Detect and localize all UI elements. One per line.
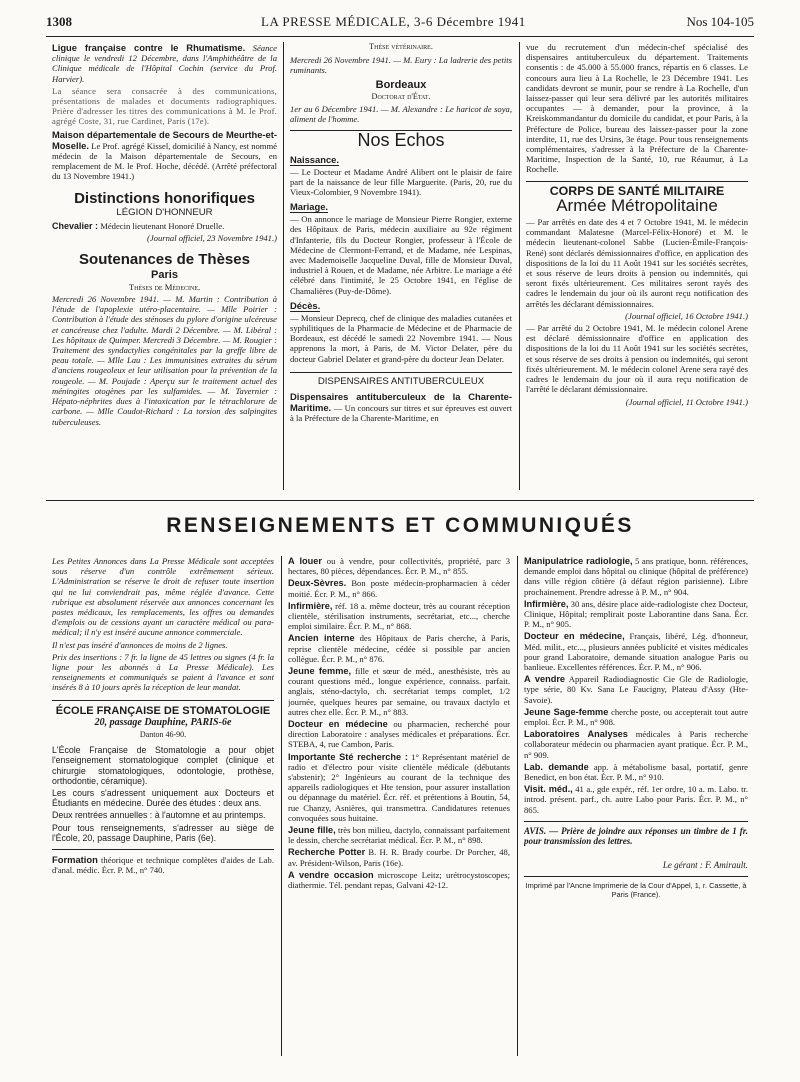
bordeaux-title: Bordeaux [375, 78, 427, 91]
classified-ad [288, 719, 510, 750]
classified-ad [288, 825, 510, 845]
armee-source-1: (Journal officiel, 16 Octobre 1941.) [625, 310, 748, 321]
imprimeur: Imprimé par l'Ancne Imprimerie de la Cour d'Appel, 1, r. Cassette, à Paris (France). [525, 881, 747, 900]
classified-ad [524, 556, 748, 597]
lower-column-1 [52, 556, 274, 1066]
column-divider-2 [519, 42, 520, 490]
deces-text: — Monsieur Deprecq, chef de clinique des maladies cutanées et syphilitiques de la Pharmacie de Médecine et de Pharmacie de Bordeaux, est décédé le samedi 22 Novembre 1941. — Nous apprenons la mort, à Paris, de M. Victor Delater, père du docteur Gabriel Delater et grand-père du docteur Jean Delater. [290, 312, 512, 364]
corps-rule [526, 181, 748, 182]
classified-ad [524, 729, 748, 760]
column-2 [290, 42, 512, 492]
classified-ad-heading: Jeune femme, [288, 666, 352, 677]
maison-text: Le Prof. agrégé Kissel, domicilié à Nancy, est nommé médecin de la Maison départementale de Secours, en remplacement de M. le Prof. Hoche, décédé. (Arrêté préfectoral du 13 Novembre 1941.) [52, 140, 277, 182]
classified-ad [524, 784, 748, 815]
issue-number: Nos 104-105 [686, 14, 754, 29]
avis-text: AVIS. — Prière de joindre aux réponses un timbre de 1 fr. pour transmission des lettres. [524, 825, 748, 847]
theses-subtitle: Thèses de Médecine. [128, 281, 201, 292]
classified-ad-heading: Recherche Potter [288, 847, 366, 858]
formation-bold: Formation [52, 854, 98, 866]
classified-ad-heading: A vendre occasion [288, 869, 374, 880]
chevalier-source: (Journal officiel, 23 Novembre 1941.) [147, 233, 277, 244]
dispensaires-text: — Un concours sur titres et sur épreuves est ouvert à la Préfecture de la Charente-Maritime, en [290, 403, 512, 424]
classified-ad-text: ou à vendre, pour collectivités, propriété, parc 3 hectares, 80 pièces, dépendances. Écr. P. M., n° 855. [288, 556, 510, 577]
classified-ad-heading: Infirmière, [524, 598, 569, 609]
distinctions-title: Distinctions honorifiques [74, 189, 255, 207]
classified-ad-heading: Manipulatrice radiologie, [524, 556, 633, 566]
ecole-rule [52, 700, 274, 701]
classified-ad [288, 578, 510, 598]
deces-label: Décès. [290, 299, 321, 311]
doctorat-text: 1er au 6 Décembre 1941. — M. Alexandre : Le haricot de soya, aliment de l'homme. [290, 104, 512, 125]
classified-ad-text: cherche poste, ou accepterait tout autre emploi. Écr. P. M., n° 908. [524, 706, 748, 728]
classified-ad-text: 5 ans pratique, bonn. références, demande emploi dans hôpital ou clinique (hôpital de préférence) dans ville région côtière (à défaut région parisienne). Libre prochainement. Prendre adresse à P. M., n° 904. [524, 556, 748, 597]
classified-ad [288, 601, 510, 632]
classified-ad-heading: Laboratoires Analyses [524, 729, 628, 740]
classified-ad-heading: Importante Sté recherche : [288, 751, 408, 762]
ecole-address: 20, passage Dauphine, PARIS-6e [94, 716, 232, 728]
column-3 [526, 42, 748, 492]
classified-ad-heading: Docteur en médecine, [524, 631, 625, 642]
classified-ad-text: Bon poste médecin-propharmacien à céder moitié. Écr. P. M., n° 866. [288, 578, 510, 599]
classified-ad-text: 1° Représentant matériel de radio et d'électro pour visite clientèle médicale (débutants s'abstenir); 2° Ingénieurs au courant de la technique des appareils radiologiques et Hte tension, pour assurer installation ou dépannage du matériel. Écr. réf. et prétentions à Boutin, 54, rue Chanzy, Asnières, qui transmettra. Candidatures retenues convoquées sous huitaine. [288, 751, 510, 823]
naissance-label: Naissance. [290, 153, 339, 165]
ecole-text-3: Deux rentrées annuelles : à l'automne et au printemps. [52, 810, 266, 821]
ecole-title: ÉCOLE FRANÇAISE DE STOMATOLOGIE [55, 704, 271, 717]
classified-ad-text: Français, libéré, Lég. d'honneur, Méd. milit., etc..., plusieurs années publicité et visites médicales pour grand Laboratoire, demande situation analogue Paris ou banlieue. Excellentes références. Écr. P. M., n° 906. [524, 631, 748, 673]
dispensaires-title: DISPENSAIRES ANTITUBERCULEUX [317, 375, 485, 387]
classified-ad [524, 674, 748, 705]
classified-ad [288, 633, 510, 664]
journal-title: LA PRESSE MÉDICALE, 3-6 Décembre 1941 [261, 14, 526, 29]
classified-ad-heading: Ancien interne [288, 633, 355, 644]
classified-ad-heading: Lab. demande [524, 761, 589, 772]
ecole-text-2: Les cours s'adressent uniquement aux Docteurs et Étudiants en médecine. Durée des études : deux ans. [52, 788, 274, 809]
dispensaires-continued: vue du recrutement d'un médecin-chef spécialisé des dispensaires antituberculeux du département. Traitements consentis : de 45.000 à 55.000 francs, répartis en 6 classes. Le concours aura lieu à La Rochelle, le 23 Décembre 1941. Les candidats devront se munir, pour se rendre à La Rochelle, d'un laissez-passer qui leur sera délivré par les autorités militaires occupantes — à demander, pour la province, à la Kreiskommandantur du domicile du candidat, et pour Paris, à la Préfecture de Police, bureau des laissez-passer pour la zone interdite, 11, rue des Ursins, 3e étage. Pour tous renseignements complémentaires, s'adresser à la Préfecture de la Charente-Maritime, Inspection de la Santé, 10, rue Réaumur, à La Rochelle. [526, 42, 748, 175]
column-divider-1 [283, 42, 284, 490]
ligue-text: Séance clinique le vendredi 12 Décembre, dans l'Amphithéâtre de la Clinique médicale de l'Hôpital Cochin (service du Prof. Harvier). [52, 43, 277, 84]
classified-ad-heading: Deux-Sèvres. [288, 578, 347, 589]
ecole-phone: Danton 46-90. [139, 730, 187, 740]
petites-annonces-intro: Les Petites Annonces dans La Presse Médicale sont acceptées sous réserve d'un contrôle extrêmement sérieux. L'Administration se réserve le droit de refuser toute insertion qui ne lui conviendrait pas, même réglée d'avance. Cette rubrique est absolument réservée aux annonces concernant les postes médicaux, les remplacements, les offres ou demandes d'emplois ou de cessions ayant un caractère médical ou para-médical; il n'y est inséré aucune annonce commerciale. [52, 556, 274, 638]
classified-ad-text: B. H. R. Brady courbe. Dr Porcher, 48, av. Président-Wilson, Paris (16e). [288, 847, 510, 868]
avis-rule [524, 821, 748, 822]
band-rule [46, 500, 754, 501]
classified-ad-text: 41 a., gde expér., réf. 1er ordre, 10 a. m. Labo. tr. introd. présent. parf., ch. autre Labo pour Paris. Écr. P. M., n° 865. [524, 784, 748, 815]
petites-annonces-prices: Prix des insertions : 7 fr. la ligne de 45 lettres ou signes (4 fr. la ligne pour les abonnés à La Presse Médicale). Les renseignements et communiqués se paient à l'avance et sont insérés 8 à 10 jours après la réception de leur mandat. [52, 651, 274, 693]
theses-list: Mercredi 26 Novembre 1941. — M. Martin : Contribution à l'étude de l'apoplexie utéro-placentaire. — Mlle Poirier : Contribution à l'étude des sténoses du pylore d'origine ulcéreuse et cancéreuse chez l'adulte. Mardi 2 Décembre. — M. Libéral : Les hôpitaux de Quimper. Mercredi 3 Décembre. — M. Rougier : Traitement des syndactylies congénitales par la greffe libre de peau totale. — Mlle Lau : Les immunisines extraites du sérum d'anciens rougeoleux et leur utilisation pour la prévention de la rougeole. — M. Poujade : Aperçu sur le traitement actuel des méningites otogènes par les sulfamides. — M. Tavernier : Hépato-néphrites dues à l'intoxication par le tétrachlorure de carbone. — Mlle Coudot-Richard : La torsion des salpingites tuberculeuses. [52, 294, 277, 427]
ligue-title: Ligue française contre le Rhumatisme. [52, 42, 246, 53]
naissance-text: — Le Docteur et Madame André Alibert ont le plaisir de faire part de la naissance de leur fille Marguerite. (Paris, 20, rue du Vieux-Colombier, 9 Novembre 1941). [290, 166, 512, 198]
legion-title: LÉGION D'HONNEUR [116, 206, 213, 218]
header-rule [46, 36, 754, 37]
classified-ad-heading: Visit. méd., [524, 784, 573, 795]
armee-text-1: — Par arrêtés en date des 4 et 7 Octobre 1941, M. le médecin commandant Malatesne (Marcel-Félix-Honoré) et M. le médecin lieutenant-colonel Sabbe (Lucien-Émile-François-René) sont déclarés démissionnaires d'office, en application des dispositions de la loi du 11 Août 1941 sur les sociétés secrètes, et sous réserve de leurs droits à pension ou indemnités, qui seront fixés ultérieurement. Ces militaires seront rayés des cadres le lendemain du jour où ils auront reçu notification des arrêtés les déclarant démissionnaires. [526, 217, 748, 309]
imprime-rule [524, 876, 748, 877]
classified-ad-text: réf. 18 a. même docteur, très au courant réception clientèle, stérilisation instruments, secrétariat, etc..., cherche emploi similaire. Écr. P. M., n° 868. [288, 600, 510, 632]
mariage-text: — On annonce le mariage de Monsieur Pierre Rongier, externe des Hôpitaux de Paris, médecin auxiliaire au 92e régiment d'Infanterie, fils du Docteur Rongier, professeur à l'École de Médecine de Clermont-Ferrand, et de Madame, née Lespinas, avec Mademoiselle Jacqueline Duval, fille de Monsieur Duval, industriel à Rouen, et de Madame, née Arbitre. Le mariage a été célébré dans l'intimité, le 25 Octobre 1941, en l'église de Chamalières (Puy-de-Dôme). [290, 214, 512, 296]
column-1: Ligue française contre le Rhumatisme. Séance clinique le vendredi 12 Décembre, dans l'Amphithéâtre de la Clinique médicale de l'Hôpital Cochin (service du Prof. Harvier). La séance sera consacrée à des communications, présentations de malades et documents radiographiques. Prière d'adresser les titres des communications à M. le Prof. agrégé Coste, 31, rue Cardinet, Paris (17e). Maison départementale de Secours de Meurthe-et-Moselle. Le Prof. agrégé Kissel, domicilié à Nancy, est nommé médecin de la Maison départementale de Secours, en remplacement de M. le Prof. Hoche, décédé. (Arrêté préfectoral du 13 Novembre 1941.) Distinctions honorifiques LÉGION D'HONNEUR Chevalier : Médecin lieutenant Honoré Druelle. (Journal officiel, 23 Novembre 1941.) Soutenances de Thèses Paris Thèses de Médecine. Mercredi 26 Novembre 1941. — M. Martin : Contribution à l'étude de l'apoplexie utéro-placentaire. — Mlle Poirier : Contribution à l'étude des sténoses du pylore d'origine ulcéreuse et cancéreuse chez l'adulte. Mardi 2 Décembre. — M. Libéral : Les hôpitaux de Quimper. Mercredi 3 Décembre. — M. Rougier : Traitement des syndactylies congénitales par la greffe libre de peau totale. — Mlle Lau : Les immunisines extraites du sérum d'anciens rougeoleux et leur utilisation pour la prévention de la rougeole. — M. Poujade : Aperçu sur le traitement actuel des méningites otogènes par les sulfamides. — M. Tavernier : Hépato-néphrites dues à l'intoxication par le tétrachlorure de carbone. — Mlle Coudot-Richard : La torsion des salpingites tuberculeuses. [52, 42, 277, 427]
classified-ad-heading: A louer [288, 556, 322, 566]
corps-title: CORPS DE SANTÉ MILITAIRE [549, 183, 725, 198]
gerant: Le gérant : F. Amirault. [662, 860, 748, 871]
classified-ad-heading: Jeune Sage-femme [524, 706, 609, 717]
dispensaires-bold: Dispensaires antituberculeux de la Charente-Maritime. [290, 391, 512, 414]
classified-ad-text: 30 ans, désire place aide-radiologiste chez Docteur, Clinique, Hôpital; remplirait poste Laborantine dans Sana. Écr. P. M., n° 905. [524, 598, 748, 630]
armee-text-2: — Par arrêté du 2 Octobre 1941, M. le médecin colonel Arene est déclaré démissionnaire d'office en application des dispositions de la loi du 11 Août 1941 sur les sociétés secrètes, et sous réserve de ses droits à pension ou indemnités, qui seront fixés ultérieurement. M. le médecin colonel Arene sera rayé des cadres le lendemain du jour où il aura reçu notification de l'arrêté le déclarant démissionnaire. [526, 323, 748, 395]
maison-title: Maison départementale de Secours de Meurthe-et-Moselle. [52, 128, 277, 151]
classified-ad [524, 707, 748, 727]
petites-annonces-intro-2: Il n'est pas inséré d'annonces de moins de 2 lignes. [52, 639, 228, 650]
these-veterinaire: Thèse vétérinaire. [369, 42, 433, 51]
classified-ad-text: médicales à Paris recherche collaborateur médecin ou pharmacien ayant pratique. Écr. P. M., n° 909. [524, 729, 748, 760]
armee-title: Armée Métropolitaine [556, 195, 718, 215]
ecole-text-1: L'École Française de Stomatologie a pour objet l'enseignement stomatologique complet (clinique et chirurgie stomatologiques, odontologie, prothèse, orthodontie, céramique). [52, 745, 274, 786]
doctorat-subtitle: Doctorat d'État. [371, 91, 431, 101]
lower-divider-2 [517, 556, 518, 1056]
classified-ad [288, 847, 510, 867]
formation-text: théorique et technique complètes d'aides de Lab. d'anal. médic. Écr. P. M., n° 740. [52, 855, 274, 876]
classified-ad [288, 752, 510, 823]
armee-source-2: (Journal officiel, 11 Octobre 1941.) [625, 396, 748, 407]
mariage-label: Mariage. [290, 201, 329, 213]
renseignements-title: RENSEIGNEMENTS ET COMMUNIQUÉS [166, 514, 634, 537]
lower-column-2 [288, 556, 510, 1066]
classified-ad [288, 870, 510, 890]
page-header [46, 14, 754, 32]
dispensaires-rule [290, 372, 512, 373]
classified-ad-text: app. à métabolisme basal, portatif, genre Benedict, en bon état. Écr. P. M., n° 910. [524, 761, 748, 783]
classified-ad-text: des Hôpitaux de Paris cherche, à Paris, reprise clientèle médecine, cédée si possible par ancien collègue. Écr. P. M., n° 876. [288, 633, 510, 664]
classified-ad-heading: Jeune fille, [288, 825, 336, 836]
classified-ad-text: ou pharmacien, recherché pour direction Laboratoire : analyses médicales et préparations. Écr. STEBA, 4, rue Cambon, Paris. [288, 719, 510, 750]
these-veterinaire-text: Mercredi 26 Novembre 1941. — M. Eury : La ladrerie des petits ruminants. [290, 55, 512, 76]
lower-column-3 [524, 556, 748, 1066]
lower-divider-1 [281, 556, 282, 1056]
chevalier-text: Médecin lieutenant Honoré Druelle. [100, 221, 225, 232]
classified-ad [524, 599, 748, 630]
formation-rule [52, 849, 274, 850]
paris-title: Paris [151, 268, 178, 281]
soutenances-title: Soutenances de Thèses [79, 251, 250, 269]
classified-ad-heading: A vendre [524, 674, 566, 685]
classified-ad-heading: Infirmière, [288, 600, 333, 611]
classified-ad-text: Appareil Radiodiagnostic Cie Gle de Radiologie, type série, 80 Kv. Sana Le Faucigny, Plateau d'Assy (Hte-Savoie). [524, 674, 748, 705]
chevalier-label: Chevalier : [52, 221, 99, 232]
page-number: 1308 [46, 14, 72, 29]
nos-echos-title: Nos Echos [357, 130, 445, 151]
classified-ad-text: très bon milieu, dactylo, connaissant parfaitement le dessin, cherche secrétariat médical. Écr. P. M., n° 898. [288, 825, 510, 846]
ecole-text-4: Pour tous renseignements, s'adresser au siège de l'École, 20, passage Dauphine, Paris (6e). [52, 822, 274, 843]
classified-ad-text: microscope Leitz; urétrocystoscopes; diathermie. Tél. pendant repas, Galvani 42-12. [288, 869, 510, 891]
classified-ad-heading: Docteur en médecine [288, 719, 388, 730]
classified-ad [524, 762, 748, 782]
classified-ad-text: fille et sœur de méd., anesthésiste, très au courant questions méd., longue expérience, connaiss. parfait. anglais, sténo-dactylo, ch. secrétariat temps complet, 1/2 journée, quelques heures par semaine, ou travaux dactylo et autres chez elle. Écr. P. M., n° 883. [288, 666, 510, 717]
classified-ad [288, 556, 510, 576]
classified-ad [524, 631, 748, 672]
classified-ad [288, 666, 510, 717]
